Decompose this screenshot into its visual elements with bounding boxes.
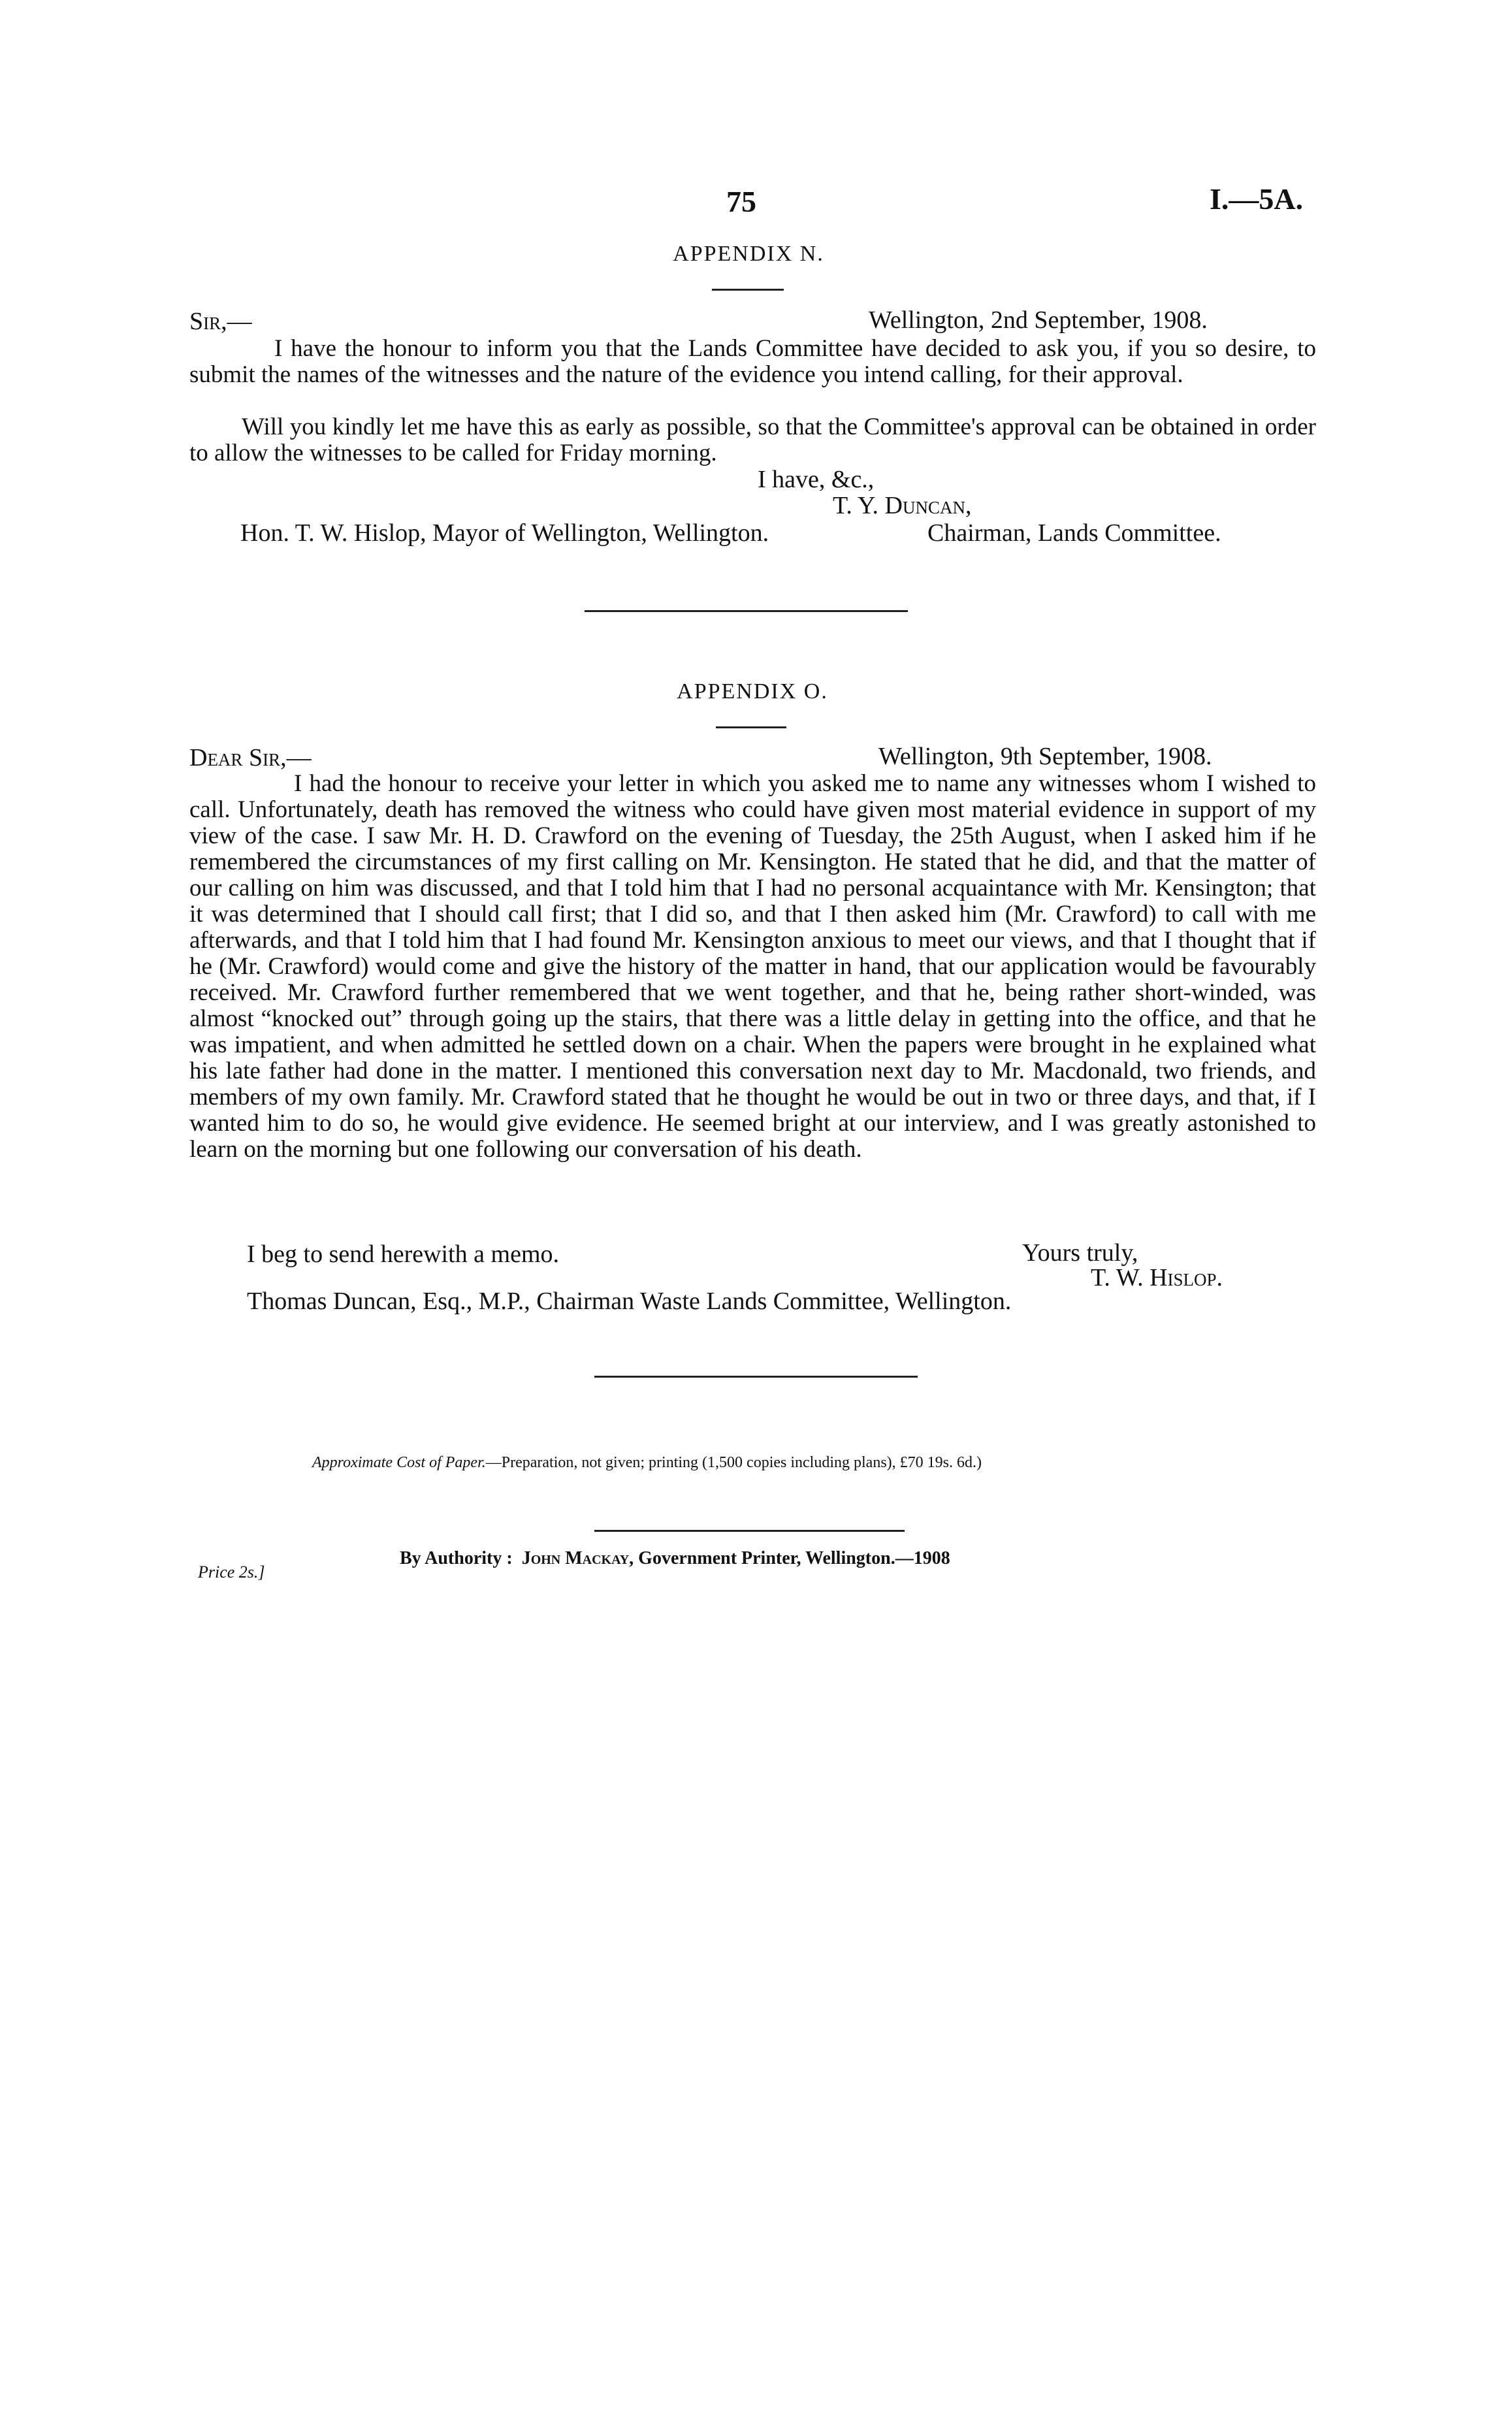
appendix-n-paragraph-1: I have the honour to inform you that the Lands Committee have decided to ask you, if you so desire, to submit the names of the witnesses and the nature of the evidence you intend calling, for their approval. [189,335,1316,388]
section-separator-3 [594,1530,905,1532]
appendix-o-title-rule [716,726,786,728]
cost-of-paper-text: —Preparation, not given; printing (1,500 copies including plans), £70 19s. 6d.) [485,1454,982,1471]
appendix-o-closing: Yours truly, [1022,1239,1138,1267]
appendix-o-signature: T. W. Hislop. [1091,1264,1223,1291]
section-separator-1 [585,610,908,612]
appendix-o-addressee: Thomas Duncan, Esq., M.P., Chairman Waste Lands Committee, Wellington. [247,1288,1012,1315]
authority-prefix: By Authority : [400,1548,513,1568]
cost-of-paper-label: Approximate Cost of Paper. [312,1454,486,1471]
appendix-n-paragraph-2: Will you kindly let me have this as early as possible, so that the Committee's approval can be obtained in order to allow the witnesses to be called for Friday morning. [189,413,1316,466]
page-number: 75 [726,185,756,218]
appendix-n-title: APPENDIX N. [673,242,824,266]
document-reference: I.—5A. [1210,182,1304,216]
appendix-n-date: Wellington, 2nd September, 1908. [869,306,1208,334]
appendix-n-addressee: Hon. T. W. Hislop, Mayor of Wellington, Wellington. [240,519,769,547]
appendix-n-signature-title: Chairman, Lands Committee. [927,519,1221,547]
authority-line [400,1548,950,1569]
appendix-n-signature: T. Y. Duncan, [833,492,972,519]
printer-name: John Mackay, [521,1548,634,1568]
appendix-o-paragraph-2: I beg to send herewith a memo. [247,1240,560,1268]
section-separator-2 [594,1376,918,1378]
price-note: Price 2s.] [198,1563,265,1581]
appendix-o-title: APPENDIX O. [677,679,828,704]
cost-of-paper-note [312,1454,982,1472]
appendix-o-salutation: Dear Sir,— [189,744,312,771]
appendix-o-date: Wellington, 9th September, 1908. [878,743,1212,770]
appendix-n-salutation: Sir,— [189,308,252,335]
appendix-n-closing: I have, &c., [758,466,875,493]
authority-suffix: Government Printer, Wellington.—1908 [638,1548,950,1568]
appendix-n-title-rule [712,289,784,291]
appendix-o-paragraph-1: I had the honour to receive your letter in which you asked me to name any witnesses whom I wished to call. Unfortunately, death has removed the witness who could have given most material evidence in support of my view of the case. I saw Mr. H. D. Crawford on the evening of Tuesday, the 25th August, when I asked him if he remembered the circumstances of my first calling on Mr. Kensington. He stated that he did, and that the matter of our calling on him was discussed, and that I told him that I had no personal acquaintance with Mr. Kensington; that it was determined that I should call first; that I did so, and that I then asked him (Mr. Crawford) to call with me afterwards, and that I told him that I had found Mr. Kensington anxious to meet our views, and that I thought that if he (Mr. Crawford) would come and give the history of the matter in hand, that our application would be favourably received. Mr. Crawford further remembered that we went together, and that he, being rather short-winded, was almost “knocked out” through going up the stairs, that there was a little delay in getting into the office, and that he was impatient, and when admitted he settled down on a chair. When the papers were brought in he explained what his late father had done in the matter. I mentioned this conversation next day to Mr. Macdonald, two friends, and members of my own family. Mr. Crawford stated that he thought he would be out in two or three days, and that, if I wanted him to do so, he would give evidence. He seemed bright at our interview, and I was greatly astonished to learn on the morning but one following our conversation of his death. [189,770,1316,1163]
